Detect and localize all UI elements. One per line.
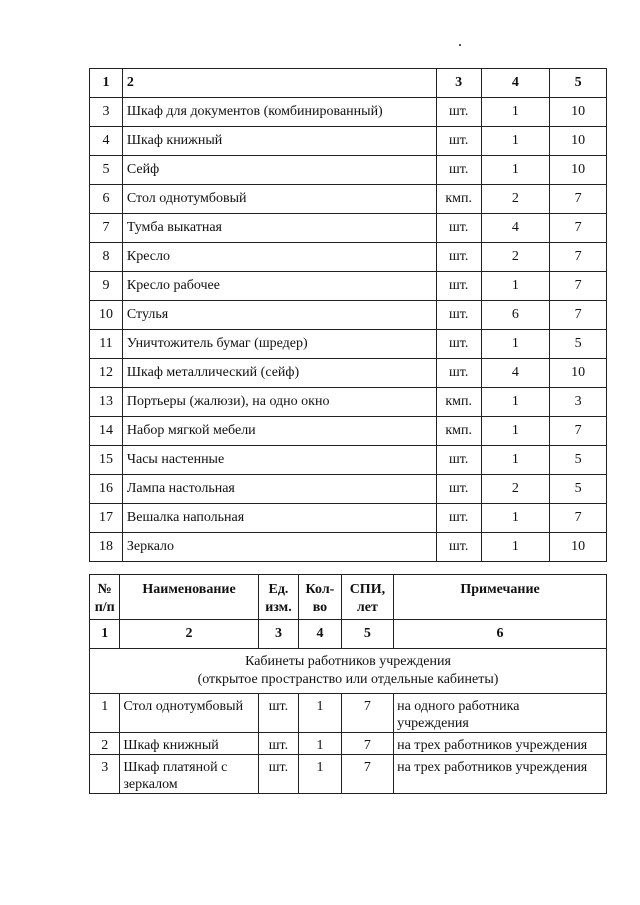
quantity-cell: 2	[481, 243, 550, 272]
note-cell	[394, 755, 607, 794]
header-name-line: Наименование	[142, 582, 236, 597]
unit-cell: кмп.	[436, 417, 481, 446]
table-row	[90, 755, 607, 794]
table-row	[90, 301, 607, 330]
table-row	[90, 243, 607, 272]
item-name-cell: Сейф	[122, 156, 436, 185]
header-number-line: №	[97, 582, 112, 597]
service-life-cell: 7	[341, 755, 393, 794]
service-life-cell: 5	[550, 475, 607, 504]
column-number-cell: 4	[481, 69, 550, 98]
service-life-cell: 3	[550, 388, 607, 417]
item-name-cell: Зеркало	[122, 533, 436, 562]
row-number-cell: 16	[90, 475, 123, 504]
unit-cell: шт.	[436, 301, 481, 330]
column-number-cell: 3	[258, 620, 299, 649]
item-name-cell: Шкаф для документов (комбинированный)	[122, 98, 436, 127]
unit-cell: кмп.	[436, 185, 481, 214]
service-life-cell: 10	[550, 98, 607, 127]
service-life-cell: 7	[341, 733, 393, 755]
note-line: учреждения	[397, 716, 469, 731]
service-life-cell: 10	[550, 156, 607, 185]
quantity-cell: 1	[481, 446, 550, 475]
table-row	[90, 388, 607, 417]
row-number-cell: 6	[90, 185, 123, 214]
quantity-cell: 1	[481, 533, 550, 562]
quantity-cell: 1	[299, 755, 342, 794]
header-note-line: Примечание	[460, 582, 540, 597]
item-name-cell	[120, 755, 258, 794]
note-line: на трех работников учреждения	[397, 738, 588, 753]
column-number-cell: 4	[299, 620, 342, 649]
note-cell	[394, 694, 607, 733]
row-number-cell: 1	[90, 694, 120, 733]
unit-cell: шт.	[436, 533, 481, 562]
quantity-cell: 1	[481, 417, 550, 446]
scan-speck	[459, 44, 461, 46]
item-name-cell	[120, 694, 258, 733]
unit-cell: шт.	[436, 127, 481, 156]
table-row	[90, 127, 607, 156]
service-life-cell: 7	[550, 504, 607, 533]
quantity-cell: 2	[481, 185, 550, 214]
column-numbers-row	[90, 620, 607, 649]
table-row	[90, 733, 607, 755]
column-number-cell: 6	[394, 620, 607, 649]
table-header-row	[90, 575, 607, 620]
item-name-cell: Портьеры (жалюзи), на одно окно	[122, 388, 436, 417]
service-life-cell: 7	[550, 185, 607, 214]
row-number-cell: 12	[90, 359, 123, 388]
table-row	[90, 694, 607, 733]
item-name-line: Стол однотумбовый	[123, 699, 244, 714]
table-row	[90, 533, 607, 562]
quantity-cell: 1	[481, 388, 550, 417]
item-name-cell: Шкаф металлический (сейф)	[122, 359, 436, 388]
column-number-cell: 5	[550, 69, 607, 98]
note-cell	[394, 733, 607, 755]
row-number-cell: 17	[90, 504, 123, 533]
table-row	[90, 98, 607, 127]
table-row	[90, 475, 607, 504]
quantity-cell: 2	[481, 475, 550, 504]
row-number-cell: 2	[90, 733, 120, 755]
service-life-cell: 10	[550, 533, 607, 562]
service-life-cell: 7	[550, 214, 607, 243]
unit-cell: шт.	[436, 156, 481, 185]
header-name	[120, 575, 258, 620]
item-name-line: Шкаф платяной с	[123, 760, 228, 775]
quantity-cell: 1	[481, 156, 550, 185]
furniture-table	[89, 68, 607, 562]
unit-cell: шт.	[258, 755, 299, 794]
note-line: на трех работников учреждения	[397, 760, 588, 775]
section-title-line: (открытое пространство или отдельные кабинеты)	[197, 672, 499, 687]
row-number-cell: 3	[90, 755, 120, 794]
section-title-line: Кабинеты работников учреждения	[245, 654, 451, 669]
table-row	[90, 446, 607, 475]
quantity-cell: 1	[481, 127, 550, 156]
section-title	[90, 649, 607, 694]
unit-cell: шт.	[436, 504, 481, 533]
service-life-cell: 10	[550, 127, 607, 156]
quantity-cell: 1	[481, 504, 550, 533]
unit-cell: шт.	[258, 694, 299, 733]
item-name-cell: Кресло рабочее	[122, 272, 436, 301]
header-quantity	[299, 575, 342, 620]
unit-cell: кмп.	[436, 388, 481, 417]
row-number-cell: 9	[90, 272, 123, 301]
item-name-cell: Стулья	[122, 301, 436, 330]
header-unit	[258, 575, 299, 620]
service-life-cell: 7	[550, 272, 607, 301]
item-name-cell: Лампа настольная	[122, 475, 436, 504]
header-quantity-line: во	[312, 600, 328, 615]
header-spi-line: лет	[356, 600, 378, 615]
row-number-cell: 14	[90, 417, 123, 446]
row-number-cell: 7	[90, 214, 123, 243]
quantity-cell: 1	[481, 272, 550, 301]
quantity-cell: 6	[481, 301, 550, 330]
column-number-cell: 1	[90, 69, 123, 98]
row-number-cell: 15	[90, 446, 123, 475]
note-line: на одного работника	[397, 699, 520, 714]
item-name-cell: Часы настенные	[122, 446, 436, 475]
row-number-cell: 13	[90, 388, 123, 417]
header-unit-line: Ед.	[268, 582, 289, 597]
quantity-cell: 1	[481, 330, 550, 359]
table-row	[90, 330, 607, 359]
header-spi	[341, 575, 393, 620]
table-row	[90, 214, 607, 243]
item-name-cell: Стол однотумбовый	[122, 185, 436, 214]
table-row	[90, 185, 607, 214]
unit-cell: шт.	[436, 272, 481, 301]
column-number-cell: 2	[122, 69, 436, 98]
row-number-cell: 5	[90, 156, 123, 185]
furniture-table-body	[90, 69, 607, 562]
table-row	[90, 272, 607, 301]
service-life-cell: 7	[341, 694, 393, 733]
table-row	[90, 417, 607, 446]
quantity-cell: 1	[299, 733, 342, 755]
item-name-line: Шкаф книжный	[123, 738, 219, 753]
row-number-cell: 3	[90, 98, 123, 127]
quantity-cell: 1	[481, 98, 550, 127]
column-number-cell: 2	[120, 620, 258, 649]
service-life-cell: 7	[550, 301, 607, 330]
item-name-cell: Кресло	[122, 243, 436, 272]
item-name-cell: Вешалка напольная	[122, 504, 436, 533]
unit-cell: шт.	[436, 446, 481, 475]
row-number-cell: 8	[90, 243, 123, 272]
row-number-cell: 18	[90, 533, 123, 562]
unit-cell: шт.	[436, 98, 481, 127]
table-row	[90, 156, 607, 185]
table-row	[90, 359, 607, 388]
column-number-cell: 3	[436, 69, 481, 98]
row-number-cell: 11	[90, 330, 123, 359]
row-number-cell: 10	[90, 301, 123, 330]
quantity-cell: 1	[299, 694, 342, 733]
service-life-cell: 7	[550, 243, 607, 272]
header-spi-line: СПИ,	[349, 582, 386, 597]
unit-cell: шт.	[436, 214, 481, 243]
unit-cell: шт.	[436, 330, 481, 359]
item-name-cell: Шкаф книжный	[122, 127, 436, 156]
office-furniture-table	[89, 574, 607, 794]
quantity-cell: 4	[481, 359, 550, 388]
service-life-cell: 10	[550, 359, 607, 388]
service-life-cell: 5	[550, 446, 607, 475]
service-life-cell: 5	[550, 330, 607, 359]
section-row	[90, 649, 607, 694]
header-note	[394, 575, 607, 620]
item-name-line: зеркалом	[123, 777, 178, 792]
unit-cell: шт.	[436, 243, 481, 272]
item-name-cell: Тумба выкатная	[122, 214, 436, 243]
item-name-cell	[120, 733, 258, 755]
service-life-cell: 7	[550, 417, 607, 446]
item-name-cell: Набор мягкой мебели	[122, 417, 436, 446]
unit-cell: шт.	[436, 475, 481, 504]
table-row	[90, 504, 607, 533]
header-quantity-line: Кол-	[305, 582, 335, 597]
quantity-cell: 4	[481, 214, 550, 243]
table-header-row	[90, 69, 607, 98]
row-number-cell: 4	[90, 127, 123, 156]
header-number	[90, 575, 120, 620]
column-number-cell: 1	[90, 620, 120, 649]
unit-cell: шт.	[258, 733, 299, 755]
unit-cell: шт.	[436, 359, 481, 388]
office-furniture-table-body	[90, 575, 607, 794]
item-name-cell: Уничтожитель бумаг (шредер)	[122, 330, 436, 359]
header-unit-line: изм.	[265, 600, 292, 615]
column-number-cell: 5	[341, 620, 393, 649]
header-number-line: п/п	[94, 600, 115, 615]
